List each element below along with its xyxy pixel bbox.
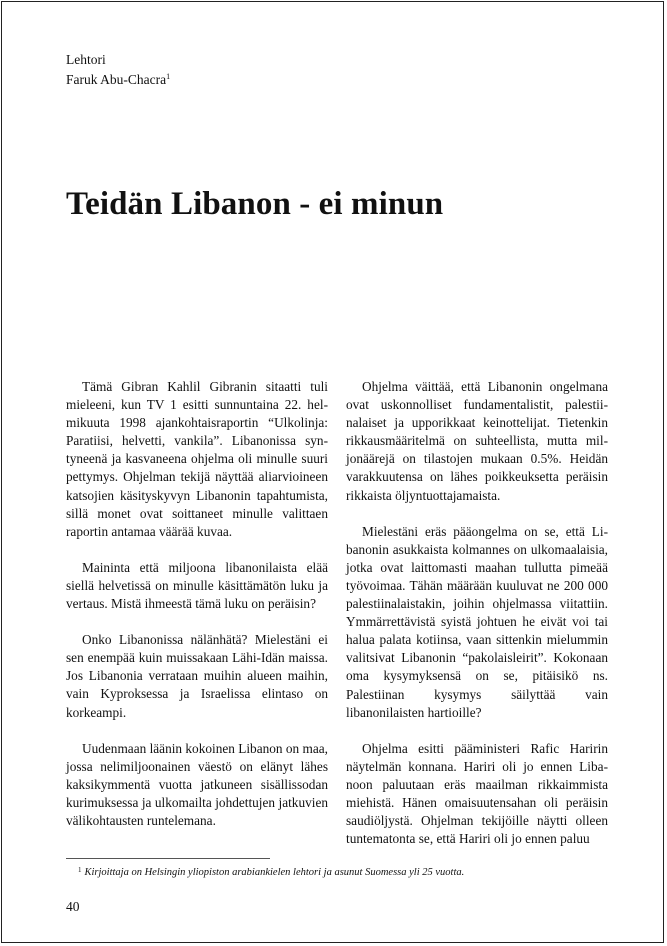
author-role: Lehtori xyxy=(66,52,106,67)
footnote-reference[interactable]: 1 xyxy=(166,72,171,81)
right-column xyxy=(346,378,608,866)
paragraph: Maininta että miljoona libanonilaista elää siellä helvetissä on minulle käsittämätön luku ja vertaus. Mistä ihmeestä tämä luku on peräisin? xyxy=(66,559,328,612)
footnote-divider xyxy=(66,858,270,859)
author-name-line xyxy=(66,68,170,88)
paragraph: Onko Libanonissa nälänhätä? Mielestäni ei sen enempää kuin muissakaan Lähi-Idän maissa. Jos Libanonia verrataan muihin alueen maihin, vain Kyproksessa ja Israelissa elintaso on korkeampi. xyxy=(66,632,328,720)
footnote xyxy=(78,866,464,878)
footnote-marker: 1 xyxy=(78,866,82,874)
paragraph: Tämä Gibran Kahlil Gibranin sitaatti tuli mieleeni, kun TV 1 esitti sunnuntaina 22. helmikuuta 1998 ajankohtaisraportin “Ulkolinja: Paratiisi, helvetti, vankila”. Libanonissa syntyneenä ja kasvaneena ohjelma oli minulle suuri pettymys. Ohjelman tekijä näyttää aliarvioineen katsojien käsityskyvyn Libanonin tapahtumista, sillä monet ovat soittaneet minulle valittaen raportin antamaa väärää kuvaa. xyxy=(66,379,328,539)
paragraph: Ohjelma väittää, että Libanonin ongelmana ovat uskonnolliset fundamentalistit, palestiinalaiset ja upporikkaat keinottelijat. Tietenkin rikkausmääritelmä on suhteellista, mutta miljonäärejä on tilastojen mukaan 0.5%. Heidän varakkuutensa on lähes poikkeuksetta peräisin rikkaista öljyntuottajamaista. xyxy=(346,379,608,503)
author-block xyxy=(66,51,170,88)
paragraph: Mielestäni eräs pääongelma on se, että Libanonin asukkaista kolmannes on ulkomaalaisia, jotka ovat laittomasti maahan tullutta pimeää työvoimaa. Tähän määrään kuuluvat ne 200 000 palestiinalaistakin, joihin ohjelmassa viitattiin. Ymmärrettävistä syistä johtuen he eivät voi tai halua palata kotiinsa, vaan sittenkin mielummin valitsivat Libanonin “pakolaisleirit”. Kokonaan oma kysymyksensä on se, pitäisikö ns. Palestiinan kysymys säilyttää vain libanonilaisten hartioille? xyxy=(346,523,608,720)
paragraph: Ohjelma esitti pääministeri Rafic Haririn näytelmän konnana. Hariri oli jo ennen Libanoon paluutaan eräs maailman rikkaimmista miehistä. Hänen omaisuutensahan oli peräisin saudiöljystä. Ohjelman tekijöille näytti olleen tuntematonta se, että Hariri oli jo ennen paluu xyxy=(346,740,608,847)
page-number: 40 xyxy=(66,899,80,914)
left-column xyxy=(66,378,328,848)
footnote-text: Kirjoittaja on Helsingin yliopiston arabiankielen lehtori ja asunut Suomessa yli 25 vuotta. xyxy=(84,867,465,878)
article-title: Teidän Libanon - ei minun xyxy=(66,186,444,222)
author-name: Faruk Abu-Chacra xyxy=(66,72,167,87)
paragraph: Uudenmaan läänin kokoinen Libanon on maa, jossa nelimiljoonainen väestö on elänyt lähes kaksikymmentä vuotta jatkuneen sisällissodan kurimuksessa ja ulkomailta johdettujen jatkuvien välikohtausten runtelemana. xyxy=(66,740,328,828)
